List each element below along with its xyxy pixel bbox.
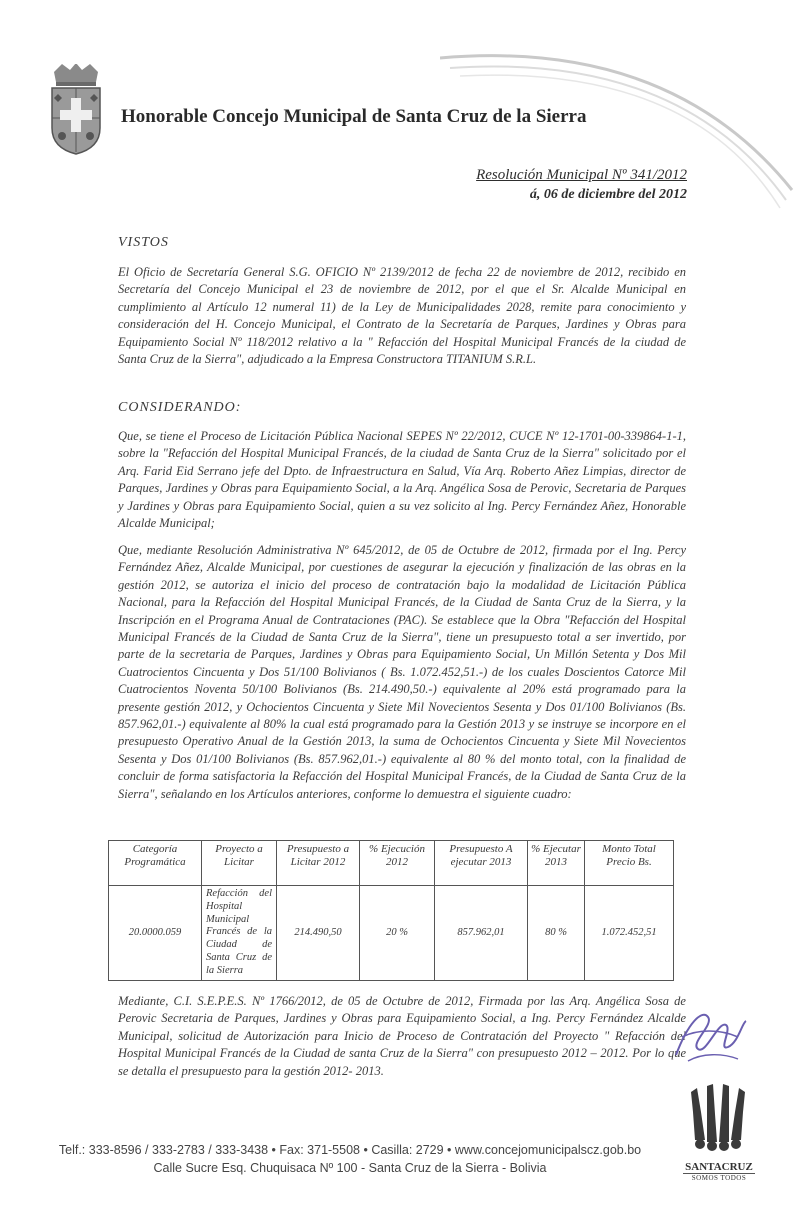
vistos-heading: VISTOS bbox=[118, 235, 169, 250]
footer-contact: Telf.: 333-8596 / 333-2783 / 333-3438 • Fax: 371-5508 • Casilla: 2729 • www.concejomunicipalscz.gob.bo bbox=[58, 1143, 642, 1157]
considerando-paragraph-2: Que, mediante Resolución Administrativa Nº 645/2012, de 05 de Octubre de 2012, firmada por el Ing. Percy Fernández Añez, Alcalde Municipal, por cuestiones de asegurar la ejecución y finalización de las obras en la gestión 2012, se autoriza el inicio del proceso de contratación bajo la modalidad de Licitación Pública Nacional, para la Refacción del Hospital Municipal Francés, de la Ciudad de Santa Cruz de la Sierra, y la Inscripción en el Programa Anual de Contrataciones (PAC). Se establece que la Obra "Refacción del Hospital Municipal Francés de la Ciudad de Santa Cruz de la Sierra", tiene un presupuesto total a ser invertido, por parte de la secretaria de Parques, Jardines y Obras para Equipamiento Social, Un Millón Setenta y Dos Mil Cuatrocientos Cincuenta y Dos 51/100 Bolivianos ( Bs. 1.072.452,51.-) de los cuales Doscientos Catorce Mil Cuatrocientos Noventa 50/100 Bolivianos (Bs. 214.490,50.-) equivalente al 20% está programado para la presente gestión 2012, y Ochocientos Cincuenta y Siete Mil Novecientos Sesenta y Dos 01/100 Bolivianos (Bs. 857.962,01.-) equivalente al 80% la cual está programado para la Gestión 2013 y se instruye se incorpore en el presupuesto Operativo Anual de la Gestión 2013, la suma de Ochocientos Cincuenta y Siete Mil Novecientos Sesenta y Dos 01/100 Bolivianos (Bs. 857.962,01.-) equivalente al 80 % del monto total, con la finalidad de concluir de forma satisfactoria la Refacción del Hospital Municipal Francés, de la Ciudad de Santa Cruz de la Sierra", señalando en los Artículos anteriores, conforme lo demuestra el siguiente cuadro: bbox=[118, 543, 686, 801]
coat-of-arms-icon bbox=[48, 64, 104, 156]
considerando-paragraph-1: Que, se tiene el Proceso de Licitación Pública Nacional SEPES Nº 22/2012, CUCE Nº 12-1701-00-339864-1-1, sobre la "Refacción del Hospital Municipal Francés, de la ciudad de Santa Cruz de la Sierra" solicitado por el Arq. Farid Eid Serrano jefe del Dpto. de Infraestructura en Salud, Vía Arq. Roberto Añez Limpias, director de Parques, Jardines y Obras para Equipamiento Social, a la Arq. Angélica Sosa de Perovic, Secretaria de Parques y Jardines y Obras para Equipamiento Social, quien a su vez solicito al Ing. Percy Fernández Añez, Honorable Alcalde Municipal; bbox=[118, 429, 686, 531]
logo-slogan: SOMOS TODOS bbox=[683, 1173, 755, 1182]
footer-address: Calle Sucre Esq. Chuquisaca Nº 100 - Santa Cruz de la Sierra - Bolivia bbox=[153, 1161, 547, 1175]
table-header: Categoría Programática bbox=[109, 841, 202, 886]
table-row bbox=[109, 886, 674, 981]
closing-paragraph: Mediante, C.I. S.E.P.E.S. Nº 1766/2012, de 05 de Octubre de 2012, Firmada por las Arq. Angélica Sosa de Perovic Secretaria de Parques, Jardines y Obras para Equipamiento Social, a Ing. Percy Fernández Alcalde Municipal, solicitud de Autorización para Inicio de Proceso de Contratación del Proyecto " Refacción del Hospital Municipal Francés de la Ciudad de santa Cruz de la Sierra" con presupuesto 2012 – 2012. Por lo que se detalla el presupuesto para la gestión 2012- 2013. bbox=[118, 994, 686, 1078]
table-header: Monto Total Precio Bs. bbox=[585, 841, 674, 886]
table-cell: 1.072.452,51 bbox=[585, 886, 674, 981]
table-cell: 80 % bbox=[528, 886, 585, 981]
considerando-heading: CONSIDERANDO: bbox=[118, 400, 242, 415]
table-header: Presupuesto A ejecutar 2013 bbox=[435, 841, 528, 886]
table-header: Proyecto a Licitar bbox=[202, 841, 277, 886]
logo-text: SANTACRUZ bbox=[685, 1161, 753, 1173]
table-cell: 20 % bbox=[360, 886, 435, 981]
table-cell: 857.962,01 bbox=[435, 886, 528, 981]
table-header: Presupuesto a Licitar 2012 bbox=[277, 841, 360, 886]
table-header: % Ejecutar 2013 bbox=[528, 841, 585, 886]
organization-title: Honorable Concejo Municipal de Santa Cruz de la Sierra bbox=[121, 106, 587, 127]
vistos-paragraph: El Oficio de Secretaría General S.G. OFICIO Nº 2139/2012 de fecha 22 de noviembre de 2012, recibido en Secretaría del Concejo Municipal el 23 de noviembre de 2012, por el que el Sr. Alcalde Municipal en cumplimiento al Artículo 12 numeral 11) de la Ley de Municipalidades 2028, remite para conocimiento y consideración del H. Concejo Municipal, el Contrato de la Secretaría de Parques, Jardines y Obras para Equipamiento Social Nº 118/2012 relativo a la " Refacción del Hospital Municipal Francés de la ciudad de Santa Cruz de la Sierra", adjudicado a la Empresa Constructora TITANIUM S.R.L. bbox=[118, 265, 686, 367]
resolution-date: á, 06 de diciembre del 2012 bbox=[529, 187, 687, 202]
budget-table bbox=[108, 840, 674, 981]
table-cell: Refacción del Hospital Municipal Francés de la Ciudad de Santa Cruz de la Sierra bbox=[202, 886, 277, 981]
resolution-number: Resolución Municipal Nº 341/2012 bbox=[476, 167, 687, 183]
table-header-row bbox=[109, 841, 674, 886]
table-cell: 214.490,50 bbox=[277, 886, 360, 981]
signature-icon bbox=[668, 1003, 752, 1069]
table-cell: 20.0000.059 bbox=[109, 886, 202, 981]
resolution-block bbox=[476, 166, 687, 204]
table-header: % Ejecución 2012 bbox=[360, 841, 435, 886]
